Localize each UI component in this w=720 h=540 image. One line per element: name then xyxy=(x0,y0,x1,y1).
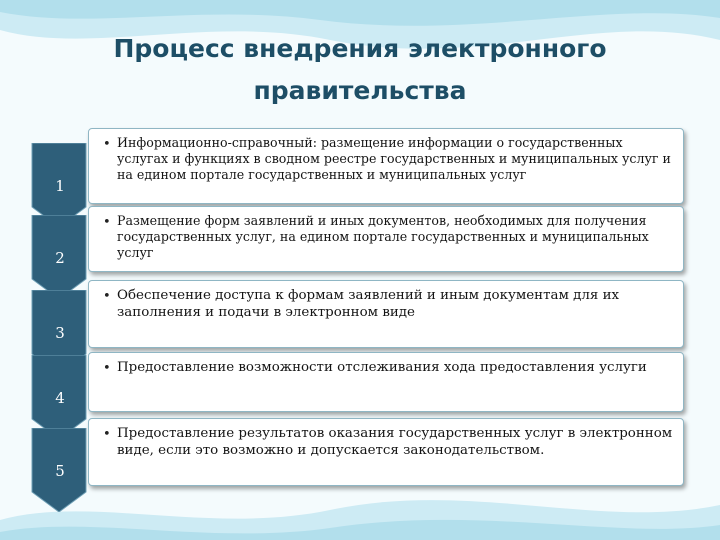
step-3-text: Обеспечение доступа к формам заявлений и иным документам для их заполнения и подачи в электронном виде xyxy=(117,288,620,320)
step-2-text: Размещение форм заявлений и иных документов, необходимых для получения государственных услуг, на едином портале государственных и муниципальных услуг xyxy=(117,213,649,260)
step-5-chevron xyxy=(30,428,86,512)
step-1-card xyxy=(88,128,684,204)
step-4-text: Предоставление возможности отслеживания хода предоставления услуги xyxy=(117,360,647,375)
step-1-number: 1 xyxy=(55,177,65,195)
title-line-2: правительства xyxy=(253,76,467,105)
step-1-text: Информационно-справочный: размещение информации о государственных услугах и функциях в сводном реестре государственных и муниципальных услуг и на едином портале государственных и муниципальных услуг xyxy=(117,135,671,182)
step-2-chevron xyxy=(30,215,86,299)
step-2-card xyxy=(88,206,684,272)
step-4-chevron xyxy=(30,355,86,439)
step-3-number: 3 xyxy=(55,324,65,342)
step-5-card xyxy=(88,418,684,486)
step-5-bullet: • xyxy=(103,427,111,442)
page-title xyxy=(60,28,660,112)
title-line-1: Процесс внедрения электронного xyxy=(113,34,607,63)
step-2-bullet: • xyxy=(103,215,111,230)
step-4-number: 4 xyxy=(55,389,65,407)
step-5-number: 5 xyxy=(55,462,65,480)
step-5-text: Предоставление результатов оказания государственных услуг в электронном виде, если это возможно и допускается законодательством. xyxy=(117,426,673,458)
step-4-bullet: • xyxy=(103,361,111,376)
step-3-bullet: • xyxy=(103,289,111,304)
step-4-card xyxy=(88,352,684,412)
step-3-card xyxy=(88,280,684,348)
step-2-number: 2 xyxy=(55,249,65,267)
step-1-bullet: • xyxy=(103,137,111,152)
